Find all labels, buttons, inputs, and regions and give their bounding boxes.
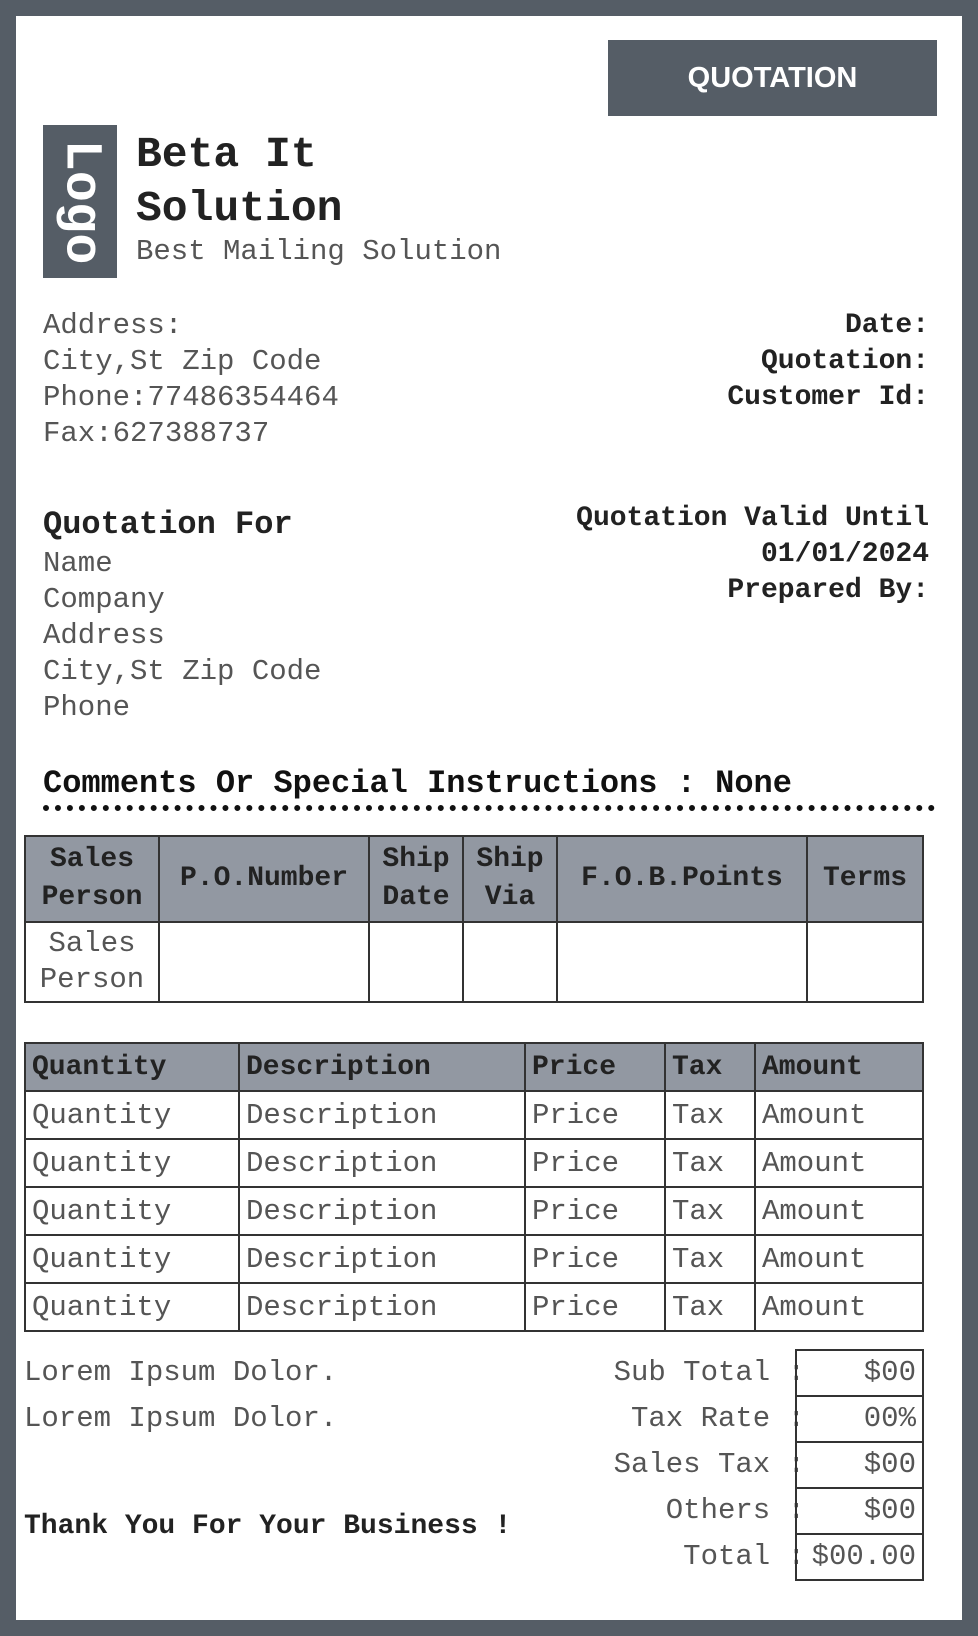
total-label: Total : xyxy=(683,1540,805,1573)
company-contact xyxy=(43,308,339,452)
cell-price: Price xyxy=(525,1283,665,1331)
cell-quantity: Quantity xyxy=(25,1235,239,1283)
cell-amount: Amount xyxy=(755,1091,923,1139)
header-terms: Terms xyxy=(807,836,923,922)
totals-labels xyxy=(560,1350,805,1580)
cell-po-number xyxy=(159,922,369,1002)
cell-amount: Amount xyxy=(755,1187,923,1235)
shipping-table xyxy=(24,835,924,1003)
cell-quantity: Quantity xyxy=(25,1139,239,1187)
logo-text: Logo xyxy=(51,139,111,264)
comments-line: Comments Or Special Instructions : None xyxy=(43,765,792,802)
cell-amount: Amount xyxy=(755,1235,923,1283)
cell-terms xyxy=(807,922,923,1002)
items-header-row xyxy=(25,1043,923,1091)
cell-quantity: Quantity xyxy=(25,1283,239,1331)
quotation-for-title: Quotation For xyxy=(43,506,293,543)
cell-description: Description xyxy=(239,1091,525,1139)
dotted-divider xyxy=(43,805,935,811)
company-name xyxy=(136,128,576,236)
header-ship-via: Ship Via xyxy=(463,836,557,922)
cell-amount: Amount xyxy=(755,1283,923,1331)
salestax-label: Sales Tax : xyxy=(613,1448,805,1481)
footer-note-2: Lorem Ipsum Dolor. xyxy=(24,1402,338,1435)
company-name-line1: Beta It xyxy=(136,130,317,179)
cell-fob-points xyxy=(557,922,807,1002)
quotation-banner xyxy=(608,40,937,116)
cell-tax: Tax xyxy=(665,1139,755,1187)
company-logo xyxy=(43,125,117,278)
quotation-label: Quotation: xyxy=(760,346,929,377)
quotation-for xyxy=(43,504,321,726)
contact-fax: Fax:627388737 xyxy=(43,417,270,450)
cell-quantity: Quantity xyxy=(25,1091,239,1139)
header-price: Price xyxy=(525,1043,665,1091)
client-phone: Phone xyxy=(43,691,131,724)
cell-quantity: Quantity xyxy=(25,1187,239,1235)
cell-ship-date xyxy=(369,922,463,1002)
cell-amount: Amount xyxy=(755,1139,923,1187)
contact-phone: Phone:77486354464 xyxy=(43,381,339,414)
table-row xyxy=(25,1283,923,1331)
prepared-by-label: Prepared By: xyxy=(727,575,929,606)
header-ship-date: Ship Date xyxy=(369,836,463,922)
quotation-validity xyxy=(576,501,929,609)
footer-notes xyxy=(24,1350,337,1442)
quotation-meta xyxy=(727,308,929,416)
thank-you-message: Thank You For Your Business ! xyxy=(24,1511,512,1542)
header-sales-person: Sales Person xyxy=(25,836,159,922)
subtotal-label: Sub Total : xyxy=(613,1356,805,1389)
header-tax: Tax xyxy=(665,1043,755,1091)
cell-description: Description xyxy=(239,1283,525,1331)
taxrate-value: 00% xyxy=(797,1397,922,1443)
items-table xyxy=(24,1042,924,1332)
taxrate-label: Tax Rate : xyxy=(630,1402,805,1435)
company-name-line2: Solution xyxy=(136,184,343,233)
company-tagline: Best Mailing Solution xyxy=(136,235,502,268)
salestax-value: $00 xyxy=(797,1443,922,1489)
others-value: $00 xyxy=(797,1489,922,1535)
client-city: City,St Zip Code xyxy=(43,655,322,688)
date-label: Date: xyxy=(844,310,929,341)
table-row xyxy=(25,1235,923,1283)
customer-id-label: Customer Id: xyxy=(727,382,929,413)
contact-city: City,St Zip Code xyxy=(43,345,322,378)
cell-sales-person: Sales Person xyxy=(25,922,159,1002)
client-company: Company xyxy=(43,583,165,616)
client-address: Address xyxy=(43,619,165,652)
cell-tax: Tax xyxy=(665,1187,755,1235)
header-po-number: P.O.Number xyxy=(159,836,369,922)
cell-description: Description xyxy=(239,1235,525,1283)
cell-tax: Tax xyxy=(665,1283,755,1331)
others-label: Others : xyxy=(665,1494,805,1527)
footer-note-1: Lorem Ipsum Dolor. xyxy=(24,1356,338,1389)
cell-price: Price xyxy=(525,1139,665,1187)
totals-values xyxy=(795,1349,924,1581)
header-amount: Amount xyxy=(755,1043,923,1091)
contact-address: Address: xyxy=(43,309,183,342)
banner-title: QUOTATION xyxy=(687,61,858,94)
table-row xyxy=(25,1187,923,1235)
header-description: Description xyxy=(239,1043,525,1091)
shipping-header-row xyxy=(25,836,923,922)
subtotal-value: $00 xyxy=(797,1351,922,1397)
table-row xyxy=(25,1091,923,1139)
cell-price: Price xyxy=(525,1235,665,1283)
cell-description: Description xyxy=(239,1187,525,1235)
cell-description: Description xyxy=(239,1139,525,1187)
client-name: Name xyxy=(43,547,113,580)
shipping-row xyxy=(25,922,923,1002)
table-row xyxy=(25,1139,923,1187)
header-fob-points: F.O.B.Points xyxy=(557,836,807,922)
header-quantity: Quantity xyxy=(25,1043,239,1091)
cell-ship-via xyxy=(463,922,557,1002)
total-value: $00.00 xyxy=(811,1540,916,1573)
cell-tax: Tax xyxy=(665,1235,755,1283)
valid-until-label: Quotation Valid Until xyxy=(576,503,929,534)
valid-until-date: 01/01/2024 xyxy=(760,539,929,570)
cell-price: Price xyxy=(525,1091,665,1139)
cell-tax: Tax xyxy=(665,1091,755,1139)
cell-price: Price xyxy=(525,1187,665,1235)
